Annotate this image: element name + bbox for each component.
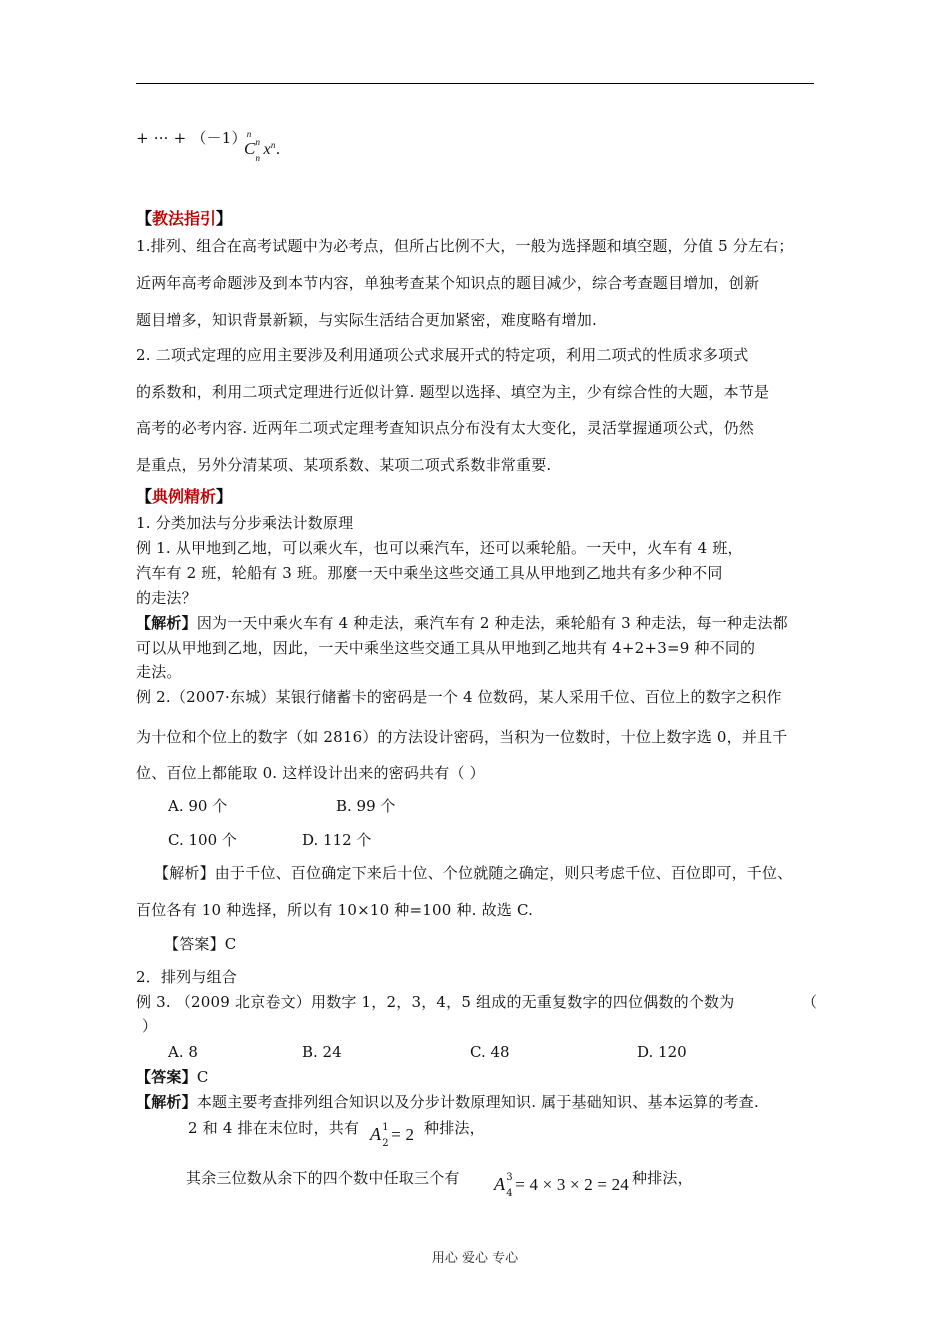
step1-formula: [370, 1122, 415, 1149]
method-line: 近两年高考命题涉及到本节内容，单独考查某个知识点的题目减少，综合考查题目增加，创新: [136, 274, 760, 292]
formula-rhs: = 2: [391, 1125, 415, 1144]
solution-label: 【解析】: [136, 1093, 197, 1111]
method-line: 题目增多，知识背景新颖，与实际生活结合更加紧密，难度略有增加.: [136, 311, 597, 329]
example3-line: 例 3. （2009 北京卷文）用数字 1，2，3，4，5 组成的无重复数字的四位偶数的个数为: [136, 993, 735, 1011]
subsection-title: 2．排列与组合: [136, 968, 237, 986]
formula-A-sub: 4: [506, 1188, 513, 1199]
example2-line: 为十位和个位上的数字（如 2816）的方法设计密码，当积为一位数时，十位上数字选 0，并且千: [136, 728, 788, 746]
section-heading-method: [136, 209, 232, 229]
example1-solution: [136, 613, 788, 633]
option-d: D. 112 个: [302, 831, 372, 849]
section-heading-examples: [136, 487, 232, 507]
example2-solution-line: 百位各有 10 种选择，所以有 10×10 种=100 种. 故选 C.: [136, 901, 534, 919]
example1-solution-line: 可以从甲地到乙地，因此，一天中乘坐这些交通工具从甲地到乙地共有 4+2+3=9 种不同的: [136, 639, 756, 657]
formula-top: [136, 128, 251, 148]
example2-line: 例 2.（2007·东城）某银行储蓄卡的密码是一个 4 位数码，某人采用千位、百位上的数字之积作: [136, 688, 782, 706]
option-a: A. 90 个: [168, 797, 228, 815]
example1-solution-line: 走法。: [136, 663, 182, 681]
bracket-close: 】: [216, 487, 233, 506]
formula-prefix: + ··· + （－1）: [136, 129, 247, 147]
formula-binomial-term: [244, 137, 281, 163]
example1-line: 汽车有 2 班，轮船有 3 班。那麼一天中乘坐这些交通工具从甲地到乙地共有多少种不同: [136, 564, 723, 582]
option-d: D. 120: [637, 1043, 687, 1061]
bracket-open: 【: [136, 209, 153, 228]
formula-C: C: [244, 139, 256, 158]
step1-text: 2 和 4 排在末位时，共有: [188, 1119, 360, 1137]
solution-text: 因为一天中乘火车有 4 种走法，乘汽车有 2 种走法，乘轮船有 3 种走法，每一种走法都: [196, 614, 788, 632]
formula-A: A: [494, 1174, 506, 1194]
example3-paren-open: （: [802, 993, 818, 1011]
method-line: 2. 二项式定理的应用主要涉及利用通项公式求展开式的特定项，利用二项式的性质求多项式: [136, 346, 749, 364]
formula-rhs: = 4 × 3 × 2 = 24: [515, 1175, 630, 1194]
formula-C-sup: n: [255, 137, 261, 147]
bracket-open: 【: [136, 487, 153, 506]
bracket-close: 】: [216, 209, 233, 228]
answer-label: 【答案】: [136, 1068, 197, 1086]
header-rule: [136, 83, 814, 84]
formula-exponent: n: [246, 129, 252, 139]
example2-answer: 【答案】C: [164, 935, 237, 953]
step2-formula: [494, 1172, 630, 1199]
option-c: C. 100 个: [168, 831, 237, 849]
example3-paren-close: ）: [142, 1017, 158, 1035]
heading-text: 典例精析: [152, 487, 217, 506]
formula-x-sup: n: [270, 140, 276, 150]
solution-label: 【解析】: [136, 614, 197, 632]
example1-line: 例 1. 从甲地到乙地，可以乘火车，也可以乘汽车，还可以乘轮船。一天中，火车有 4 班，: [136, 539, 743, 557]
formula-x: x: [263, 141, 271, 158]
example2-line: 位、百位上都能取 0. 这样设计出来的密码共有（ ）: [136, 764, 485, 782]
example2-solution-line: 【解析】由于千位、百位确定下来后十位、个位就随之确定，则只考虑千位、百位即可，千位、: [154, 864, 793, 882]
answer-value: C: [196, 1068, 209, 1086]
example1-line: 的走法？: [136, 589, 197, 607]
formula-C-sub: n: [255, 153, 261, 163]
option-b: B. 24: [302, 1043, 342, 1061]
formula-A-sup: 1: [382, 1122, 389, 1133]
method-line: 1.排列、组合在高考试题中为必考点，但所占比例不大，一般为选择题和填空题，分值 5 分左右；: [136, 237, 794, 255]
subsection-title: 1. 分类加法与分步乘法计数原理: [136, 514, 354, 532]
formula-A-sub: 2: [382, 1138, 389, 1149]
option-a: A. 8: [168, 1043, 198, 1061]
page-footer: 用心 爱心 专心: [431, 1251, 519, 1266]
method-line: 高考的必考内容. 近两年二项式定理考查知识点分布没有太大变化，灵活掌握通项公式，仍然: [136, 419, 754, 437]
option-b: B. 99 个: [336, 797, 396, 815]
method-line: 的系数和，利用二项式定理进行近似计算. 题型以选择、填空为主，少有综合性的大题，本节是: [136, 383, 770, 401]
option-c: C. 48: [470, 1043, 510, 1061]
example3-answer: [136, 1067, 209, 1087]
step2-suffix: 种排法，: [632, 1169, 693, 1187]
heading-text: 教法指引: [152, 209, 217, 228]
solution-text: 本题主要考查排列组合知识以及分步计数原理知识. 属于基础知识、基本运算的考查.: [196, 1093, 759, 1111]
step2-text: 其余三位数从余下的四个数中任取三个有: [186, 1169, 460, 1187]
formula-A: A: [370, 1124, 382, 1144]
example3-solution: [136, 1092, 759, 1112]
step1-suffix: 种排法，: [424, 1119, 485, 1137]
method-line: 是重点，另外分清某项、某项系数、某项二项式系数非常重要.: [136, 456, 552, 474]
formula-A-sup: 3: [506, 1172, 513, 1183]
formula-end: .: [275, 140, 281, 158]
